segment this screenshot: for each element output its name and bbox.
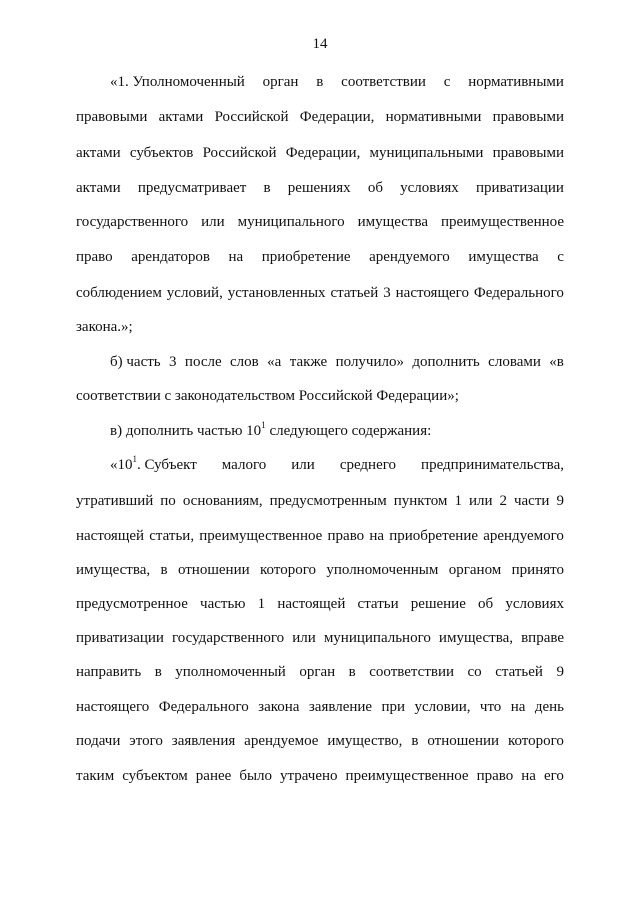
word: предусматривает: [137, 180, 247, 196]
p4-line-7: [76, 662, 564, 682]
word: б) часть: [110, 354, 161, 370]
word: на: [510, 699, 526, 715]
word: соблюдением: [76, 285, 162, 301]
word: 1: [454, 493, 462, 509]
word: право: [76, 249, 113, 265]
word: право: [327, 528, 365, 544]
word: ранее: [195, 768, 232, 784]
p4-line-9: [76, 731, 564, 751]
word: имущество,: [327, 733, 403, 749]
word: настоящей: [277, 596, 346, 612]
p2-line-1: [76, 352, 564, 372]
word: в: [411, 733, 419, 749]
word: принято: [511, 562, 564, 578]
word: таким: [76, 768, 115, 784]
p4-word: среднего: [339, 457, 397, 473]
word: арендуемого: [369, 249, 450, 265]
p4-word: или: [291, 457, 315, 473]
word: муниципальными: [369, 145, 484, 161]
p4-sup: 1: [132, 454, 137, 464]
word: со: [467, 664, 482, 680]
word: подачи: [76, 733, 121, 749]
word: «а: [267, 354, 282, 370]
word: настоящего: [76, 699, 150, 715]
word: статьи: [357, 596, 399, 612]
word: условии,: [414, 699, 471, 715]
p1-line-3: [76, 143, 564, 163]
p1-line-8: закона.»;: [76, 319, 133, 335]
p4-line-5: [76, 594, 564, 614]
word: арендуемое: [244, 733, 319, 749]
p1-line-2: [76, 107, 564, 127]
word: настоящей: [76, 528, 145, 544]
word: имущества,: [438, 630, 514, 646]
word: статьи,: [149, 528, 195, 544]
word: «в: [549, 354, 564, 370]
word: на: [369, 528, 385, 544]
word: в: [348, 664, 356, 680]
word: вправе: [521, 630, 564, 646]
word: условиях: [505, 596, 564, 612]
word: что: [479, 699, 502, 715]
p1-line-6: [76, 247, 564, 267]
p4-line-2: [76, 491, 564, 511]
word: слов: [230, 354, 259, 370]
word: государственного: [76, 214, 189, 230]
word: приобретение: [389, 528, 479, 544]
word: статьей: [330, 285, 379, 301]
word: в: [154, 664, 162, 680]
word: с: [557, 249, 564, 265]
word: направить: [76, 664, 142, 680]
p4-line-3: [76, 526, 564, 546]
word: Российской: [214, 109, 289, 125]
p4-line-1-start: [110, 455, 197, 475]
word: 9: [556, 493, 564, 509]
word: настоящего: [395, 285, 469, 301]
word: приватизации: [76, 630, 164, 646]
word: или: [468, 493, 493, 509]
word: предусмотренное: [76, 596, 188, 612]
word: право: [476, 768, 514, 784]
word: орган: [299, 664, 336, 680]
word: условиях: [400, 180, 459, 196]
p2-line-2: соответствии с законодательством Российской Федерации»;: [76, 388, 459, 404]
word: после: [184, 354, 222, 370]
word: в: [263, 180, 271, 196]
page-number: 14: [312, 36, 328, 52]
p3-prefix: в) дополнить частью 10: [110, 423, 262, 439]
word: утрачено: [280, 768, 338, 784]
word: установленных: [227, 285, 326, 301]
word: «1. Уполномоченный: [110, 74, 245, 90]
word: орган: [262, 74, 299, 90]
word: субъектом: [122, 768, 188, 784]
word: Федерации,: [299, 109, 375, 125]
word: при: [381, 699, 406, 715]
word: актами: [76, 180, 121, 196]
word: утративший: [76, 493, 154, 509]
word: в: [160, 562, 168, 578]
word: имущества,: [76, 562, 151, 578]
word: 3: [169, 354, 177, 370]
word: актами: [76, 145, 121, 161]
word: его: [543, 768, 564, 784]
p1-line-7: [76, 283, 564, 303]
word: на: [521, 768, 536, 784]
word: предусмотренным: [269, 493, 387, 509]
word: уполномоченным: [326, 562, 439, 578]
word: правовыми: [492, 145, 564, 161]
p1-line-1: [76, 72, 564, 92]
p3-line-1: [76, 421, 564, 441]
word: которого: [507, 733, 564, 749]
p4-quote-number: «10: [110, 457, 133, 473]
word: получило»: [335, 354, 404, 370]
word: также: [289, 354, 328, 370]
word: приобретение: [261, 249, 351, 265]
word: имущества: [357, 214, 428, 230]
word: или: [201, 214, 225, 230]
word: 2: [499, 493, 507, 509]
word: органом: [448, 562, 502, 578]
word: Федерации,: [285, 145, 361, 161]
word: основаниям,: [182, 493, 263, 509]
word: муниципального: [237, 214, 345, 230]
word: условий,: [166, 285, 223, 301]
word: правовыми: [492, 109, 564, 125]
word: 1: [257, 596, 266, 612]
word: отношении: [177, 562, 250, 578]
word: уполномоченный: [175, 664, 286, 680]
word: арендуемого: [483, 528, 564, 544]
word: арендаторов: [131, 249, 210, 265]
p4-subject-word: . Субъект: [137, 457, 197, 473]
word: имущества: [468, 249, 539, 265]
word: которого: [260, 562, 316, 578]
word: правовыми: [76, 109, 148, 125]
p3-suffix: следующего содержания:: [265, 423, 432, 439]
word: нормативными: [468, 74, 564, 90]
p4-word: малого: [221, 457, 267, 473]
word: об: [478, 596, 494, 612]
word: было: [239, 768, 273, 784]
word: преимущественное: [345, 768, 469, 784]
word: 9: [556, 664, 564, 680]
word: отношении: [427, 733, 500, 749]
word: государственного: [172, 630, 285, 646]
word: преимущественное: [199, 528, 323, 544]
p1-line-4: [76, 178, 564, 198]
word: преимущественное: [440, 214, 564, 230]
word: Российской: [202, 145, 277, 161]
word: соответствии: [341, 74, 426, 90]
word: Федерального: [473, 285, 564, 301]
word: или: [292, 630, 316, 646]
word: на: [228, 249, 244, 265]
word: заявления: [171, 733, 236, 749]
word: субъектов: [129, 145, 194, 161]
word: частью: [200, 596, 246, 612]
word: актами: [158, 109, 204, 125]
word: муниципального: [323, 630, 431, 646]
p1-line-5: [76, 212, 564, 232]
p4-line-1: [76, 455, 564, 475]
word: с: [443, 74, 451, 90]
word: заявление: [308, 699, 373, 715]
word: части: [513, 493, 550, 509]
word: закона: [258, 699, 300, 715]
word: день: [534, 699, 564, 715]
p3-sup: 1: [261, 420, 266, 430]
word: статьей: [495, 664, 543, 680]
word: приватизации: [475, 180, 564, 196]
word: пунктом: [393, 493, 448, 509]
word: Федерального: [158, 699, 249, 715]
word: решение: [410, 596, 466, 612]
word: нормативными: [385, 109, 482, 125]
p4-line-6: [76, 628, 564, 648]
p4-line-10: [76, 766, 564, 786]
word: об: [367, 180, 383, 196]
word: этого: [129, 733, 163, 749]
word: словами: [488, 354, 541, 370]
word: решениях: [287, 180, 351, 196]
word: дополнить: [412, 354, 480, 370]
word: в: [316, 74, 324, 90]
p4-line-4: [76, 560, 564, 580]
p4-word: предпринимательства,: [421, 457, 564, 473]
p4-line-8: [76, 697, 564, 717]
word: по: [160, 493, 176, 509]
word: 3: [383, 285, 391, 301]
word: соответствии: [369, 664, 455, 680]
